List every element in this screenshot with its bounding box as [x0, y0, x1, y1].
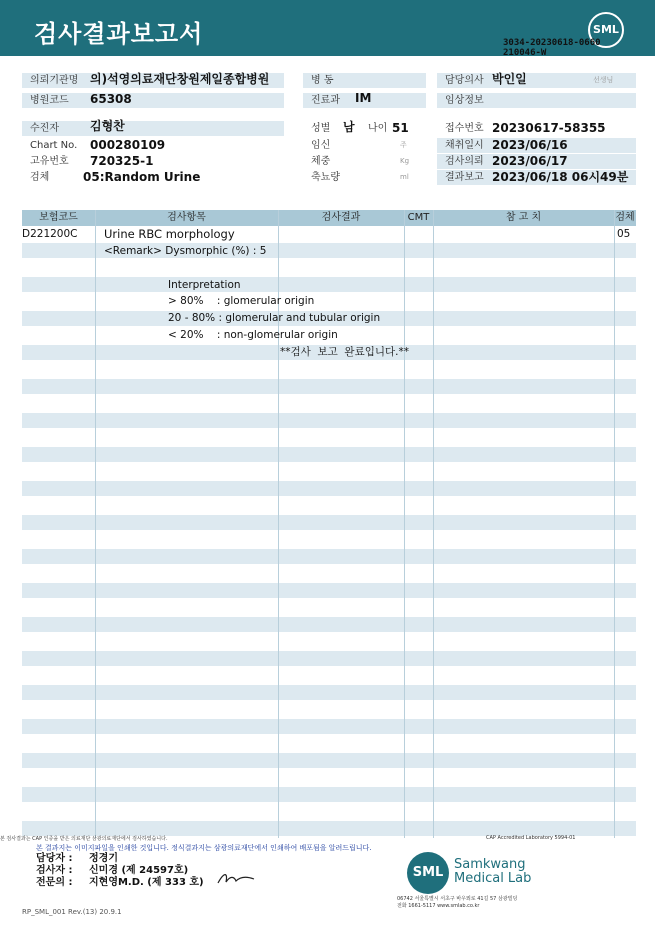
id-label: 고유번호: [30, 156, 69, 167]
pregnancy-unit: 주: [400, 141, 407, 149]
chart-label: Chart No.: [30, 140, 78, 151]
tester-value: 신미경 (제 24597호): [89, 865, 189, 876]
interpretation-line: > 80% : glomerular origin: [168, 295, 315, 307]
form-code: RP_SML_001 Rev.(13) 20.9.1: [22, 908, 122, 916]
hospital-code-label: 병원코드: [22, 93, 284, 108]
table-stripe: [22, 685, 636, 700]
chart-value: 000280109: [90, 138, 166, 152]
interpretation-title: Interpretation: [168, 279, 241, 291]
receipt-value: 20230617-58355: [492, 121, 606, 135]
sml-logo-icon: SML: [588, 12, 624, 48]
weight-label: 체중: [311, 156, 331, 167]
doctor-value: 박인일: [492, 72, 527, 86]
receipt-label: 접수번호: [445, 123, 484, 134]
table-stripe: [22, 617, 636, 632]
institution-label: 의뢰기관명: [22, 73, 284, 88]
table-stripe: [22, 447, 636, 462]
collect-label: 채취일시: [437, 138, 636, 153]
row-specimen: 05: [617, 228, 631, 240]
page-title: 검사결과보고서: [34, 20, 204, 48]
row-remark: <Remark> Dysmorphic (%) : 5: [104, 245, 267, 257]
manager-value: 정경기: [89, 853, 118, 864]
id-value: 720325-1: [90, 154, 154, 168]
column-divider: [614, 210, 615, 838]
row-code: D221200C: [22, 228, 78, 240]
interpretation-line: 20 - 80% : glomerular and tubular origin: [168, 312, 381, 324]
result-report-value: 2023/06/18 06시49분: [492, 170, 629, 184]
header-specimen: 검체: [615, 212, 635, 223]
request-label: 검사의뢰: [437, 154, 636, 169]
institution-value: 의)석영의료재단창원제일종합병원: [90, 72, 270, 86]
dept-value: IM: [355, 91, 372, 105]
urine-volume-unit: ml: [400, 173, 409, 181]
report-id: [503, 38, 601, 58]
manager-label: 담당자 :: [36, 853, 73, 864]
hospital-code-value: 65308: [90, 92, 132, 106]
table-stripe: [22, 583, 636, 598]
sex-value: 남: [343, 120, 355, 134]
header-test-result: 검사결과: [321, 212, 361, 223]
table-stripe: [22, 413, 636, 428]
collect-value: 2023/06/16: [492, 138, 568, 152]
doctor-label: 담당의사: [437, 73, 636, 88]
urine-volume-label: 축뇨량: [311, 172, 340, 183]
report-id-line1: 3034-20230618-0660: [503, 38, 601, 48]
patient-value: 김형찬: [90, 119, 125, 133]
row-test-item: Urine RBC morphology: [104, 227, 235, 241]
ward-label: 병 동: [303, 73, 426, 88]
interpretation-line: < 20% : non-glomerular origin: [168, 329, 338, 341]
column-divider: [404, 210, 405, 838]
lab-name: [454, 858, 531, 886]
signature-icon: [216, 870, 256, 886]
table-stripe: [22, 821, 636, 836]
lab-name-line1: Samkwang: [454, 857, 526, 872]
table-stripe: [22, 719, 636, 734]
column-divider: [95, 210, 96, 838]
table-stripe: [22, 787, 636, 802]
table-stripe: [22, 481, 636, 496]
dept-label: 진료과: [303, 93, 426, 108]
specialist-label: 전문의 :: [36, 877, 73, 888]
result-report-label: 결과보고: [437, 170, 636, 185]
report-id-line2: 210046-W: [503, 48, 547, 58]
header-reference: 참 고 치: [505, 212, 542, 223]
patient-label: 수진자: [22, 121, 284, 136]
weight-unit: Kg: [400, 157, 410, 165]
end-note: **검사 보고 완료입니다.**: [280, 346, 409, 358]
table-stripe: [22, 277, 636, 292]
age-value: 51: [392, 121, 409, 135]
lab-address: [397, 896, 547, 910]
header-test-item: 검사항목: [167, 212, 206, 223]
sex-label: 성별: [311, 123, 331, 134]
lab-logo-icon: SML: [407, 852, 449, 894]
doctor-suffix: 선생님: [593, 76, 614, 84]
lab-address-line: 06742 서울특별시 서초구 바우뫼로 41길 57 삼광빌딩: [397, 896, 518, 902]
clinical-label: 임상정보: [437, 93, 636, 108]
table-stripe: [22, 549, 636, 564]
table-stripe: [22, 379, 636, 394]
request-value: 2023/06/17: [492, 154, 568, 168]
header-insurance-code: 보험코드: [39, 212, 78, 223]
tester-label: 검사자 :: [36, 865, 73, 876]
footer-note-image: 본 결과지는 이미지파일을 인쇄한 것입니다. 정식결과지는 삼광의료재단에서 인쇄하여 배포됨을 알려드립니다.: [36, 844, 372, 852]
specimen-label: 검체: [30, 172, 50, 183]
age-label: 나이: [368, 123, 388, 134]
table-stripe: [22, 651, 636, 666]
pregnancy-label: 임신: [311, 140, 331, 151]
lab-contact-line: 전화 1661-5117 www.smlab.co.kr: [397, 903, 480, 909]
result-table: [22, 210, 636, 838]
table-stripe: [22, 515, 636, 530]
specimen-value: 05:Random Urine: [83, 170, 201, 184]
table-stripe: [22, 753, 636, 768]
lab-name-line2: Medical Lab: [454, 871, 532, 886]
footer-note-cap: 본 검사결과는 CAP 인증을 받은 의료재단 삼광의료재단에서 검사하였습니다.: [0, 836, 168, 842]
cap-accreditation: CAP Accredited Laboratory 5994-01: [486, 835, 576, 841]
specialist-value: 지현영M.D. (제 333 호): [89, 877, 204, 888]
header-cmt: CMT: [407, 212, 430, 223]
column-divider: [433, 210, 434, 838]
